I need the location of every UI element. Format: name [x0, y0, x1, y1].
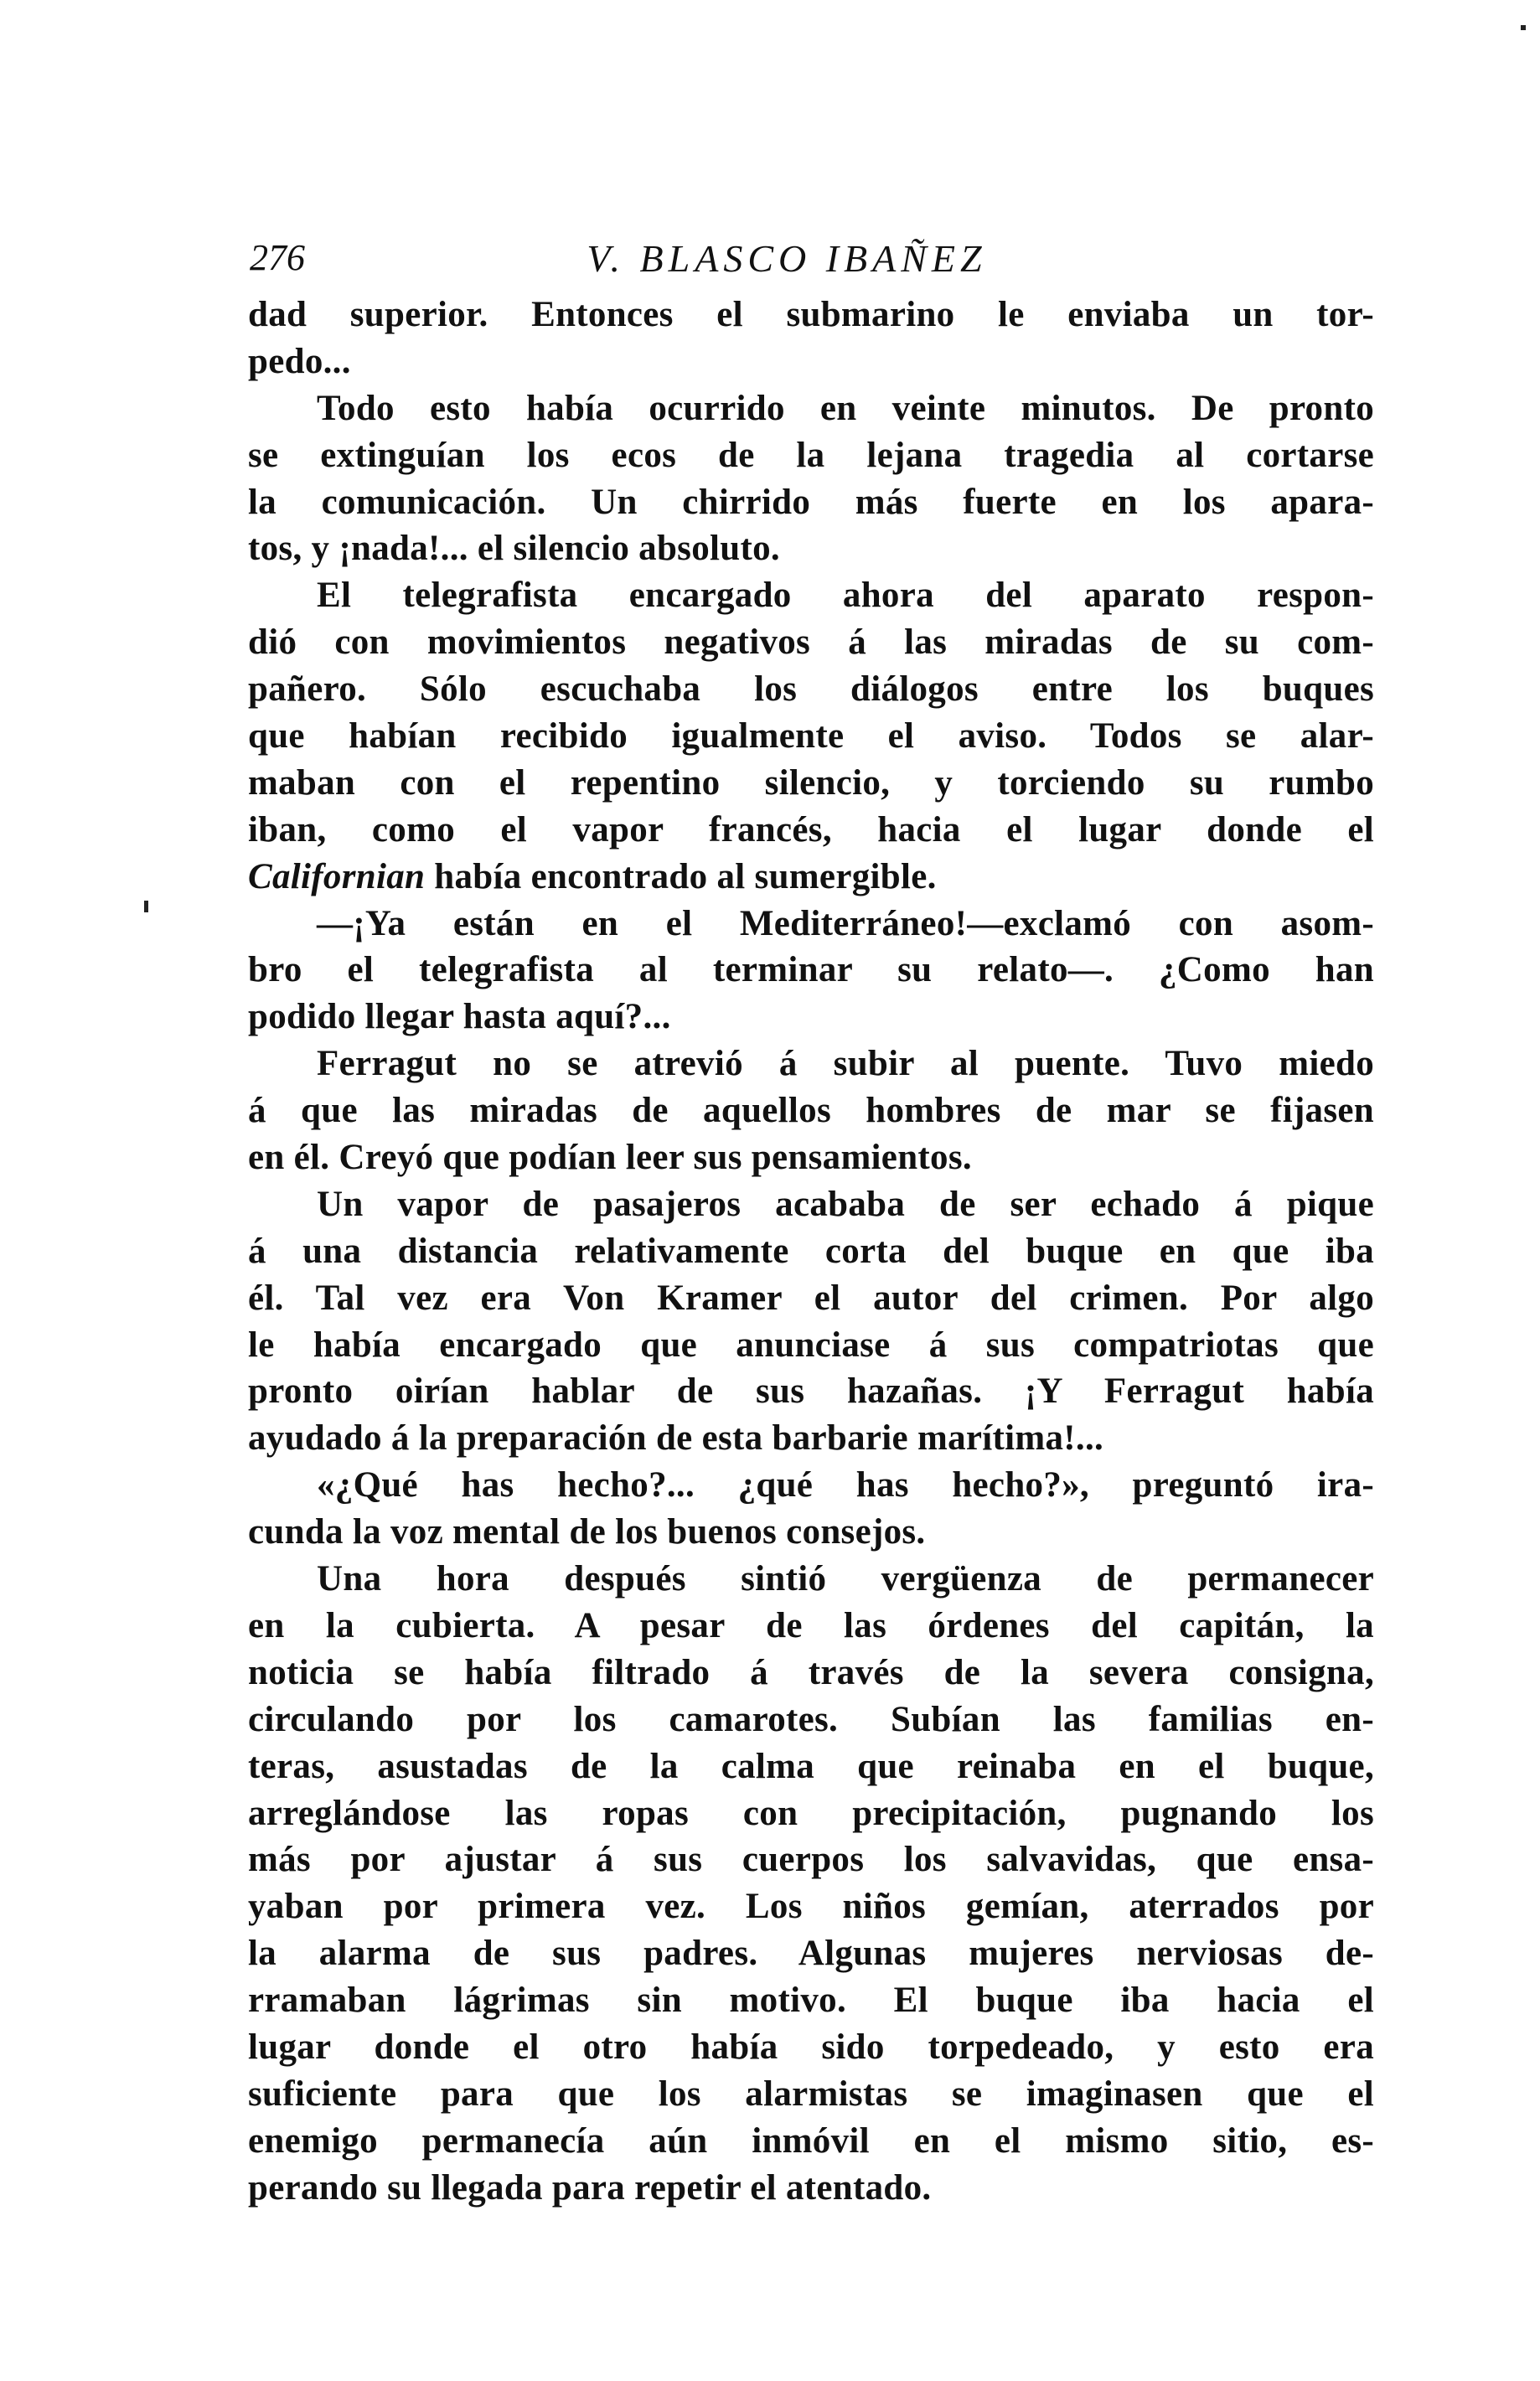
line-text: noticia se había filtrado á través de la severa consigna, — [248, 1652, 1374, 1692]
line-text: él. Tal vez era Von Kramer el autor del crimen. Por algo — [248, 1278, 1374, 1318]
line-text: teras, asustadas de la calma que reinaba en el buque, — [248, 1746, 1374, 1786]
page-number: 276 — [250, 237, 305, 278]
line-text: en la cubierta. A pesar de las órdenes del capitán, la — [248, 1605, 1374, 1645]
line-text: que habían recibido igualmente el aviso. Todos se alar- — [248, 716, 1374, 757]
line-text: cunda la voz mental de los buenos consejos. — [248, 1512, 926, 1552]
text-line — [248, 1603, 1374, 1650]
text-line — [248, 2118, 1374, 2165]
line-text: circulando por los camarotes. Subían las familias en- — [248, 1699, 1374, 1739]
text-line — [248, 1322, 1374, 1369]
margin-mark — [144, 901, 148, 912]
text-line — [248, 1087, 1374, 1134]
line-text: había encontrado al sumergible. — [425, 856, 937, 896]
text-line — [248, 1556, 1374, 1603]
text-line — [248, 619, 1374, 666]
line-text: maban con el repentino silencio, y torciendo su rumbo — [248, 762, 1374, 803]
text-line — [248, 807, 1374, 854]
text-line — [248, 1041, 1374, 1087]
text-line — [248, 1930, 1374, 1977]
text-line — [248, 1134, 1374, 1181]
line-text: dió con movimientos negativos á las miradas de su com- — [248, 622, 1374, 663]
line-text: á una distancia relativamente corta del buque en que iba — [248, 1231, 1374, 1271]
text-line — [248, 432, 1374, 479]
text-line — [248, 2165, 1374, 2212]
text-line — [248, 994, 1374, 1041]
line-text: iban, como el vapor francés, hacia el lugar donde el — [248, 809, 1374, 850]
line-text: lugar donde el otro había sido torpedeado, y esto era — [248, 2027, 1374, 2067]
line-text: dad superior. Entonces el submarino le enviaba un tor- — [248, 295, 1374, 334]
line-text: rramaban lágrimas sin motivo. El buque iba hacia el — [248, 1981, 1374, 2021]
line-text: Una hora después sintió vergüenza de permanecer — [317, 1559, 1374, 1599]
text-line — [248, 385, 1374, 432]
text-line — [248, 292, 1374, 338]
line-text: arreglándose las ropas con precipitación, pugnando los — [248, 1793, 1374, 1833]
line-text: podido llegar hasta aquí?... — [248, 997, 671, 1037]
line-text: tos, y ¡nada!... el silencio absoluto. — [248, 529, 780, 569]
text-line — [248, 1836, 1374, 1883]
line-text: bro el telegrafista al terminar su relato—. ¿Como han — [248, 950, 1374, 990]
line-text: en él. Creyó que podían leer sus pensamientos. — [248, 1138, 972, 1178]
text-line — [248, 1275, 1374, 1322]
corner-mark — [1521, 25, 1526, 30]
text-line — [248, 1790, 1374, 1837]
line-text: la comunicación. Un chirrido más fuerte en los apara- — [248, 482, 1374, 522]
text-line — [248, 1509, 1374, 1556]
running-title: V. BLASCO IBAÑEZ — [587, 237, 987, 280]
line-text: á que las miradas de aquellos hombres de mar se fijasen — [248, 1091, 1374, 1131]
line-text: yaban por primera vez. Los niños gemían, aterrados por — [248, 1887, 1374, 1927]
line-text: El telegrafista encargado ahora del aparato respon- — [317, 576, 1374, 616]
text-line — [248, 479, 1374, 526]
text-line — [248, 1977, 1374, 2024]
text-line — [248, 760, 1374, 807]
italic-ship-name: Californian — [248, 856, 426, 896]
line-text: pedo... — [248, 341, 351, 381]
text-line — [248, 1883, 1374, 1930]
line-text: le había encargado que anunciase á sus compatriotas que — [248, 1325, 1374, 1365]
text-line — [248, 1650, 1374, 1697]
line-text: la alarma de sus padres. Algunas mujeres nerviosas de- — [248, 1934, 1374, 1974]
line-text: suficiente para que los alarmistas se imaginasen que el — [248, 2074, 1374, 2114]
text-line — [248, 1743, 1374, 1790]
text-line — [248, 2024, 1374, 2071]
text-line — [248, 1415, 1374, 1462]
line-text: perando su llegada para repetir el atentado. — [248, 2167, 932, 2208]
text-line — [248, 572, 1374, 619]
text-line — [248, 713, 1374, 760]
line-text: más por ajustar á sus cuerpos los salvavidas, que ensa- — [248, 1840, 1374, 1880]
text-line — [248, 1462, 1374, 1509]
line-text: pañero. Sólo escuchaba los diálogos entre los buques — [248, 669, 1374, 710]
line-text: pronto oirían hablar de sus hazañas. ¡Y Ferragut había — [248, 1371, 1374, 1412]
line-text: se extinguían los ecos de la lejana tragedia al cortarse — [248, 435, 1374, 475]
body-text — [248, 292, 1374, 2212]
line-text: Un vapor de pasajeros acababa de ser echado á pique — [317, 1184, 1374, 1224]
text-line — [248, 338, 1374, 385]
text-line — [248, 2071, 1374, 2118]
text-line — [248, 901, 1374, 948]
text-line — [248, 1697, 1374, 1743]
text-line — [248, 854, 1374, 901]
text-line — [248, 1181, 1374, 1228]
line-text: ayudado á la preparación de esta barbarie marítima!... — [248, 1418, 1104, 1459]
line-text: Ferragut no se atrevió á subir al puente. Tuvo miedo — [317, 1044, 1374, 1084]
text-line — [248, 525, 1374, 572]
line-text: Todo esto había ocurrido en veinte minutos. De pronto — [317, 388, 1374, 428]
line-text: enemigo permanecía aún inmóvil en el mismo sitio, es- — [248, 2120, 1374, 2161]
text-line — [248, 1228, 1374, 1275]
text-line — [248, 947, 1374, 994]
text-line — [248, 1368, 1374, 1415]
text-line — [248, 666, 1374, 713]
line-text: «¿Qué has hecho?... ¿qué has hecho?», preguntó ira- — [317, 1465, 1374, 1506]
line-text: —¡Ya están en el Mediterráneo!—exclamó con asom- — [317, 903, 1374, 943]
